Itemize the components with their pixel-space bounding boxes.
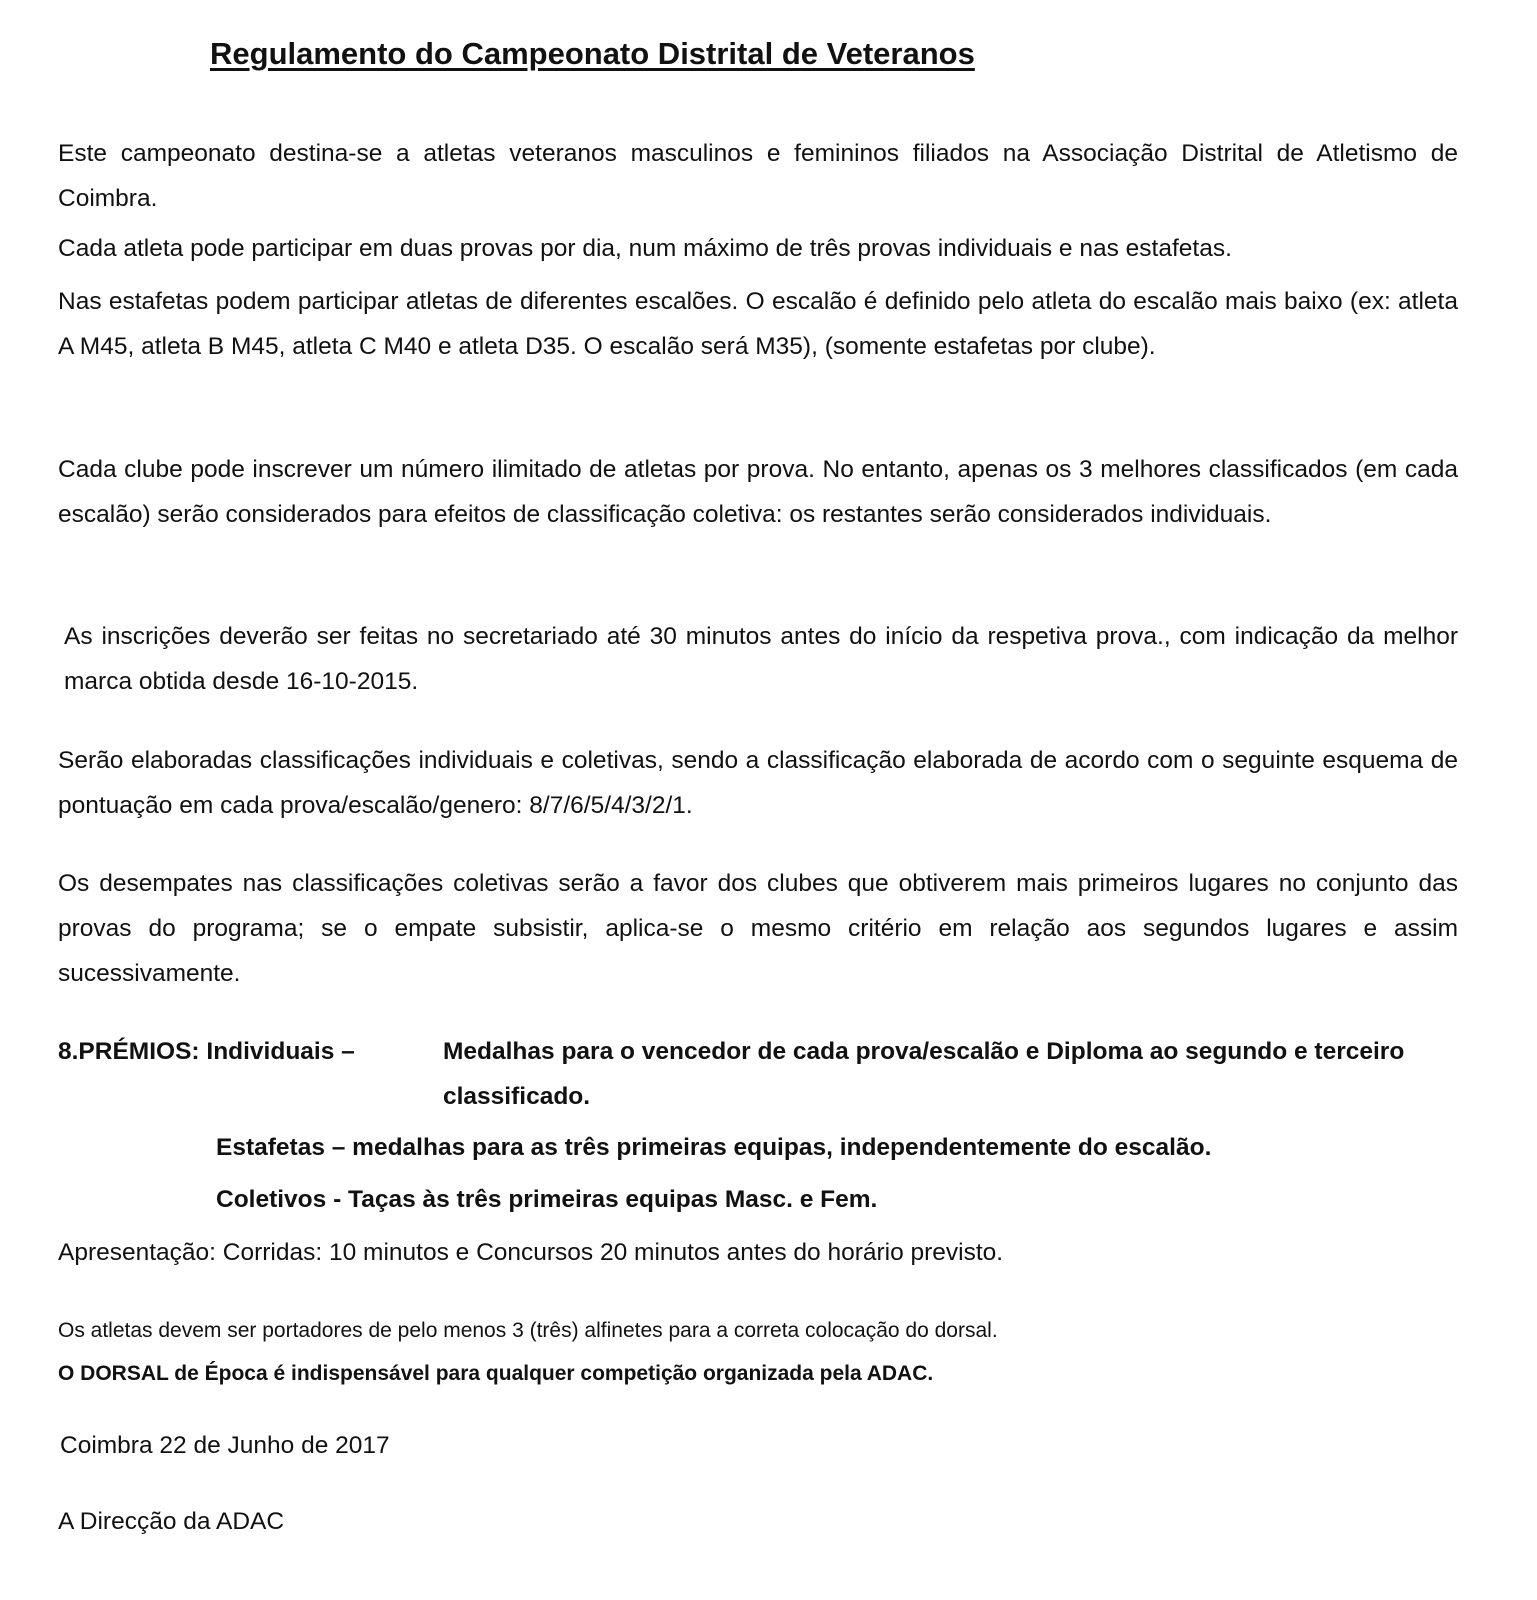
- presentation-times: Apresentação: Corridas: 10 minutos e Concursos 20 minutos antes do horário previsto.: [58, 1239, 1004, 1266]
- prizes-relays: Estafetas – medalhas para as três primeiras equipas, independentemente do escalão.: [216, 1134, 1212, 1161]
- page-title: Regulamento do Campeonato Distrital de Veteranos: [210, 36, 975, 71]
- paragraph-tiebreak: Os desempates nas classificações coletivas serão a favor dos clubes que obtiverem mais primeiros lugares no conjunto das provas do programa; se o empate subsistir, aplica-se o mesmo critério em relação aos segundos lugares e assim sucessivamente.: [58, 870, 1458, 987]
- paragraph-scoring: Serão elaboradas classificações individuais e coletivas, sendo a classificação elaborada de acordo com o seguinte esquema de pontuação em cada prova/escalão/genero: 8/7/6/5/4/3/2/1.: [58, 747, 1458, 819]
- signature: A Direcção da ADAC: [58, 1508, 285, 1535]
- paragraph-intro: Este campeonato destina-se a atletas veteranos masculinos e femininos filiados na Associação Distrital de Atletismo de Coimbra.: [58, 140, 1458, 212]
- paragraph-relays: Nas estafetas podem participar atletas de diferentes escalões. O escalão é definido pelo atleta do escalão mais baixo (ex: atleta A M45, atleta B M45, atleta C M40 e atleta D35. O escalão será M35), (somente estafetas por clube).: [58, 288, 1458, 360]
- paragraph-participation: Cada atleta pode participar em duas provas por dia, num máximo de três provas individuais e nas estafetas.: [58, 235, 1232, 262]
- prizes-individual: [58, 1029, 1478, 1119]
- prizes-individual-line1: Medalhas para o vencedor de cada prova/escalão e Diploma ao segundo e terceiro: [443, 1038, 1405, 1065]
- paragraph-registrations: As inscrições deverão ser feitas no secretariado até 30 minutos antes do início da respetiva prova., com indicação da melhor marca obtida desde 16-10-2015.: [64, 623, 1458, 695]
- prizes-collective: Coletivos - Taças às três primeiras equipas Masc. e Fem.: [216, 1186, 878, 1213]
- bib-notice: O DORSAL de Época é indispensável para qualquer competição organizada pela ADAC.: [58, 1362, 934, 1385]
- paragraph-clubs: Cada clube pode inscrever um número ilimitado de atletas por prova. No entanto, apenas os 3 melhores classificados (em cada escalão) serão considerados para efeitos de classificação coletiva: os restantes serão considerados individuais.: [58, 456, 1458, 528]
- prizes-label: 8.PRÉMIOS: Individuais –: [58, 1038, 355, 1065]
- prizes-individual-line2: classificado.: [443, 1083, 591, 1110]
- pins-notice: Os atletas devem ser portadores de pelo menos 3 (três) alfinetes para a correta colocação do dorsal.: [58, 1319, 998, 1342]
- date-line: Coimbra 22 de Junho de 2017: [60, 1432, 390, 1459]
